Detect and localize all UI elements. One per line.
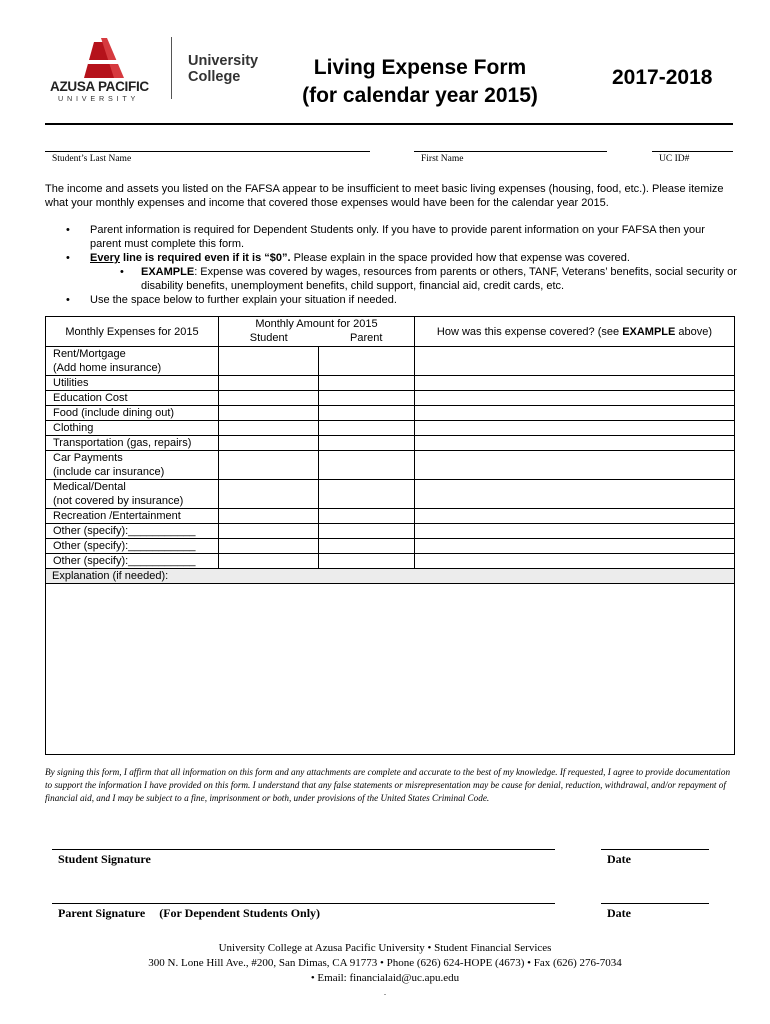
parent-amount-cell[interactable] (319, 347, 415, 376)
parent-amount-cell[interactable] (319, 554, 415, 569)
parent-amount-cell[interactable] (319, 391, 415, 406)
college-line-1: University (188, 53, 259, 69)
uc-id-label: UC ID# (659, 154, 690, 164)
expense-table (45, 316, 735, 569)
parent-date-label: Date (607, 906, 631, 920)
parent-amount-cell[interactable] (319, 480, 415, 509)
college-line-2: College (188, 69, 241, 85)
student-signature-line[interactable] (52, 849, 555, 850)
instructions-list (62, 223, 737, 307)
expense-row (46, 421, 735, 436)
col-header-how (415, 317, 735, 347)
parent-amount-cell[interactable] (319, 509, 415, 524)
student-amount-cell[interactable] (219, 376, 319, 391)
expense-label (46, 436, 219, 451)
example-text: : Expense was covered by wages, resources from parents or others, TANF, Veterans’ benefits, social security or disability benefits, unemployment benefits, child support, financial aid, credit cards, etc. (141, 266, 737, 292)
college-name (188, 53, 258, 85)
logo-subtitle: UNIVERSITY (58, 94, 140, 103)
form-title-line-2: (for calendar year 2015) (302, 84, 538, 107)
expense-label (46, 539, 219, 554)
explanation-label: Explanation (if needed): (46, 569, 734, 584)
how-covered-cell[interactable] (415, 509, 735, 524)
footer-contact (0, 941, 770, 1000)
instruction-use-space (62, 293, 737, 307)
expense-row (46, 509, 735, 524)
first-name-label: First Name (421, 154, 464, 164)
parent-amount-cell[interactable] (319, 436, 415, 451)
expense-label (46, 347, 219, 376)
parent-amount-cell[interactable] (319, 421, 415, 436)
footer-line-3: • Email: financialaid@uc.apu.edu (310, 972, 460, 984)
expense-label-line: Utilities (53, 377, 89, 389)
expense-label-line: Medical/Dental (53, 481, 126, 493)
expense-label (46, 480, 219, 509)
explanation-box[interactable] (45, 568, 735, 755)
how-covered-cell[interactable] (415, 554, 735, 569)
parent-signature-label (58, 906, 320, 921)
parent-date-line[interactable] (601, 903, 709, 904)
student-amount-cell[interactable] (219, 391, 319, 406)
student-amount-cell[interactable] (219, 406, 319, 421)
header-divider (171, 37, 172, 99)
footer-mark: . (384, 988, 386, 997)
expense-label-line: Recreation /Entertainment (53, 510, 181, 522)
instruction-use-space-text: Use the space below to further explain your situation if needed. (90, 294, 397, 306)
header-rule (45, 123, 733, 125)
how-post: above) (675, 325, 713, 338)
col-header-parent: Parent (319, 332, 415, 347)
col-header-amount: Monthly Amount for 2015 (219, 317, 415, 332)
expense-label-line: (Add home insurance) (53, 362, 162, 374)
uc-id-field[interactable] (652, 151, 733, 152)
expense-row (46, 391, 735, 406)
every-line-rule: line is required even if it is “$0”. (119, 252, 291, 264)
expense-row (46, 376, 735, 391)
expense-label-line: Other (specify):___________ (53, 540, 196, 552)
col-header-expenses: Monthly Expenses for 2015 (46, 317, 219, 347)
expense-label (46, 554, 219, 569)
logo-name: AZUSA PACIFIC (50, 79, 149, 94)
last-name-field[interactable] (45, 151, 370, 152)
expense-label-line: Rent/Mortgage (53, 348, 126, 360)
how-covered-cell[interactable] (415, 539, 735, 554)
how-bold: EXAMPLE (622, 325, 676, 338)
expense-row (46, 347, 735, 376)
student-amount-cell[interactable] (219, 436, 319, 451)
parent-signature-note: (For Dependent Students Only) (159, 906, 321, 920)
parent-amount-cell[interactable] (319, 524, 415, 539)
expense-label (46, 391, 219, 406)
student-amount-cell[interactable] (219, 524, 319, 539)
how-covered-cell[interactable] (415, 347, 735, 376)
expense-label-line: Other (specify):___________ (53, 555, 196, 567)
affirmation-statement: By signing this form, I affirm that all information on this form and any attachments are complete and accurate to the best of my knowledge. If requested, I agree to provide documentation to support the information I have provided on this form. I understand that any false statements or misrepresentation may be cause for denial, reduction, withdrawal, and/or repayment of financial aid, and I may be subject to a fine, imprisonment or both, under provisions of the United States Criminal Code. (45, 767, 731, 803)
parent-signature-line[interactable] (52, 903, 555, 904)
expense-label-line: Transportation (gas, repairs) (53, 437, 192, 449)
expense-row (46, 451, 735, 480)
expense-rows (46, 347, 735, 569)
how-covered-cell[interactable] (415, 391, 735, 406)
expense-label-line: Other (specify):___________ (53, 525, 196, 537)
instruction-every-line (62, 251, 737, 293)
expense-row (46, 554, 735, 569)
parent-signature-text: Parent Signature (58, 906, 146, 920)
expense-row (46, 480, 735, 509)
how-covered-cell[interactable] (415, 421, 735, 436)
how-covered-cell[interactable] (415, 524, 735, 539)
student-signature-label: Student Signature (58, 852, 151, 866)
form-title (285, 54, 555, 110)
expense-label (46, 421, 219, 436)
example-label: EXAMPLE (141, 266, 195, 278)
last-name-label: Student’s Last Name (52, 154, 132, 164)
student-amount-cell[interactable] (219, 421, 319, 436)
student-amount-cell[interactable] (219, 480, 319, 509)
every-word: Every (90, 252, 120, 264)
how-pre: How was this expense covered? (see (436, 325, 623, 338)
expense-label-line: (not covered by insurance) (53, 495, 184, 507)
student-date-label: Date (607, 852, 631, 866)
col-header-student: Student (219, 332, 319, 347)
student-amount-cell[interactable] (219, 554, 319, 569)
parent-amount-cell[interactable] (319, 539, 415, 554)
expense-label (46, 406, 219, 421)
student-date-line[interactable] (601, 849, 709, 850)
expense-label-line: Clothing (53, 422, 94, 434)
expense-label (46, 509, 219, 524)
first-name-field[interactable] (414, 151, 607, 152)
student-amount-cell[interactable] (219, 539, 319, 554)
expense-row (46, 406, 735, 421)
form-title-line-1: Living Expense Form (313, 56, 527, 79)
expense-label (46, 376, 219, 391)
how-covered-cell[interactable] (415, 376, 735, 391)
student-amount-cell[interactable] (219, 347, 319, 376)
student-amount-cell[interactable] (219, 509, 319, 524)
footer-line-1: University College at Azusa Pacific University • Student Financial Services (218, 942, 552, 954)
instruction-parent-info (62, 223, 737, 251)
footer-line-2: 300 N. Lone Hill Ave., #200, San Dimas, CA 91773 • Phone (626) 624-HOPE (4673) • Fax (626) 276-7034 (148, 957, 622, 969)
expense-row (46, 539, 735, 554)
how-covered-cell[interactable] (415, 451, 735, 480)
parent-amount-cell[interactable] (319, 406, 415, 421)
expense-row (46, 524, 735, 539)
instruction-parent-text: Parent information is required for Dependent Students only. If you have to provide parent information on your FAFSA then your parent must complete this form. (90, 224, 705, 250)
expense-label-line: Food (include dining out) (53, 407, 175, 419)
student-amount-cell[interactable] (219, 451, 319, 480)
how-covered-cell[interactable] (415, 406, 735, 421)
expense-row (46, 436, 735, 451)
expense-label-line: Education Cost (53, 392, 128, 404)
parent-amount-cell[interactable] (319, 376, 415, 391)
intro-paragraph: The income and assets you listed on the FAFSA appear to be insufficient to meet basic living expenses (housing, food, etc.). Please itemize what your monthly expenses and income that covered those expenses would have been for the calendar year 2015. (45, 183, 724, 209)
expense-label (46, 451, 219, 480)
how-covered-cell[interactable] (415, 480, 735, 509)
how-covered-cell[interactable] (415, 436, 735, 451)
example-item (90, 265, 737, 293)
expense-label-line: (include car insurance) (53, 466, 165, 478)
award-year: 2017-2018 (612, 66, 713, 89)
parent-amount-cell[interactable] (319, 451, 415, 480)
expense-label (46, 524, 219, 539)
expense-label-line: Car Payments (53, 452, 123, 464)
every-line-tail: Please explain in the space provided how that expense was covered. (290, 252, 630, 264)
